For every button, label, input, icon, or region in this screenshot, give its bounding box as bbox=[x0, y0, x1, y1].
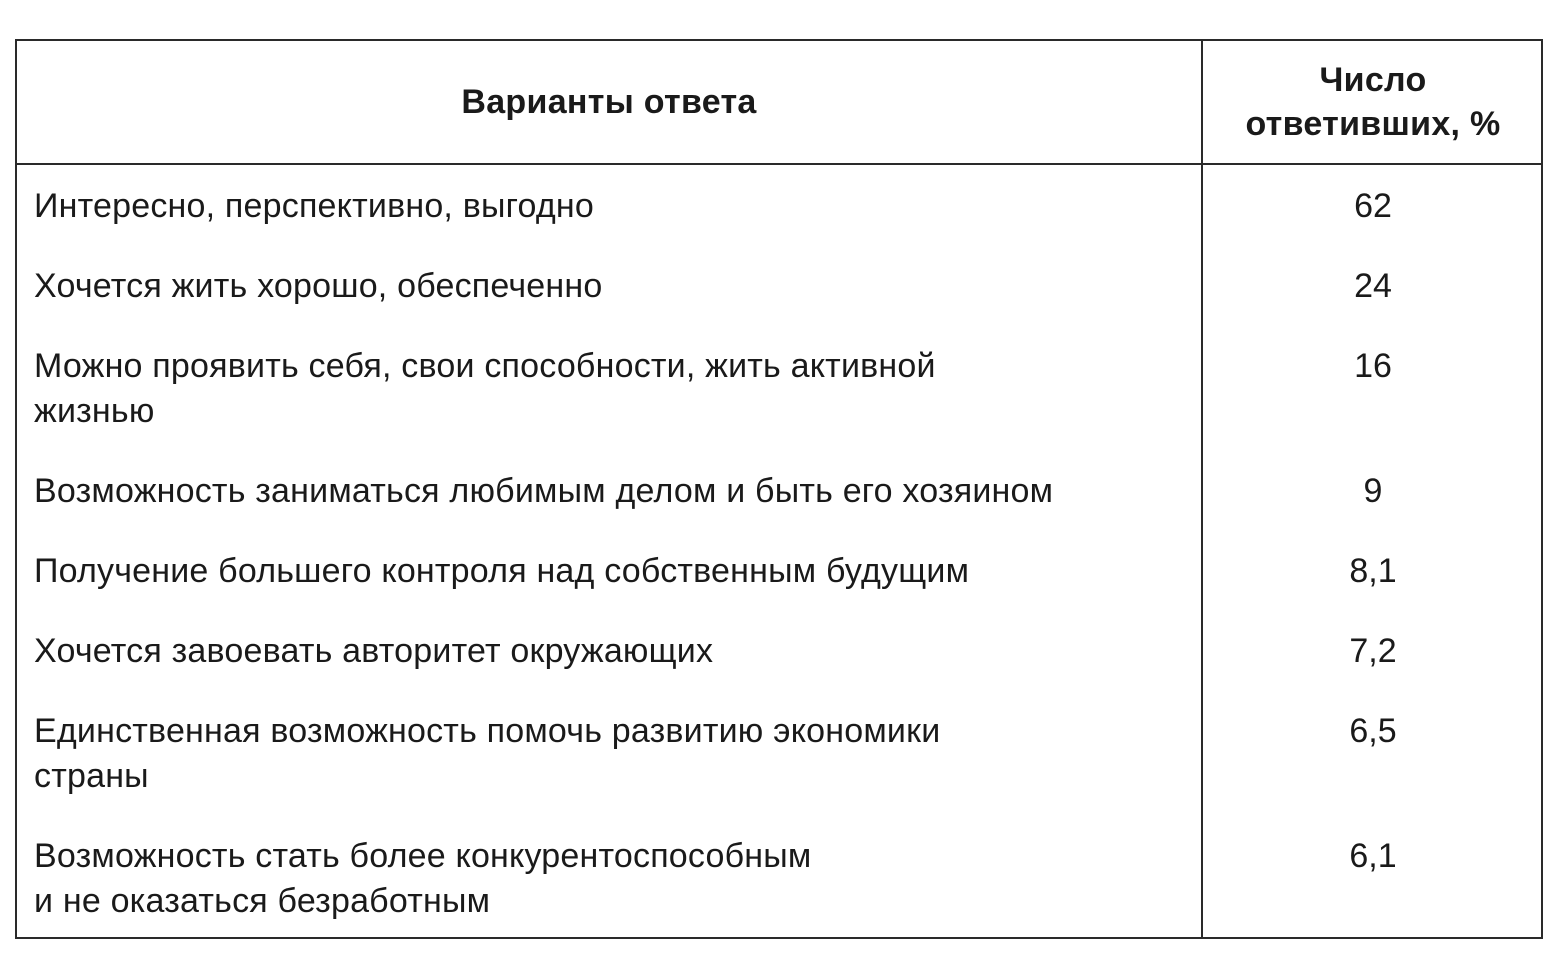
percent-value: 6,5 bbox=[1349, 712, 1397, 750]
table-header bbox=[17, 41, 1541, 165]
survey-table bbox=[15, 39, 1543, 939]
percent-value: 9 bbox=[1363, 472, 1383, 510]
header-answer-options: Варианты ответа bbox=[461, 83, 757, 121]
percent-value: 7,2 bbox=[1349, 632, 1397, 670]
header-respondents-percent: Число ответивших, % bbox=[1245, 61, 1501, 143]
answer-text: Возможность стать более конкурентоспособным и не оказаться безработным bbox=[34, 837, 812, 920]
answer-text: Получение большего контроля над собственным будущим bbox=[34, 552, 970, 590]
percent-value: 8,1 bbox=[1349, 552, 1397, 590]
percent-value: 6,1 bbox=[1349, 837, 1397, 875]
answer-text: Хочется завоевать авторитет окружающих bbox=[34, 632, 714, 670]
percent-value: 16 bbox=[1354, 347, 1392, 385]
answer-text: Хочется жить хорошо, обеспеченно bbox=[34, 267, 603, 305]
answer-text: Единственная возможность помочь развитию экономики страны bbox=[34, 712, 941, 795]
percent-value: 62 bbox=[1354, 187, 1392, 225]
percent-value: 24 bbox=[1354, 267, 1392, 305]
answer-text: Интересно, перспективно, выгодно bbox=[34, 187, 594, 225]
answer-text: Можно проявить себя, свои способности, жить активной жизнью bbox=[34, 347, 936, 430]
answer-text: Возможность заниматься любимым делом и быть его хозяином bbox=[34, 472, 1054, 510]
